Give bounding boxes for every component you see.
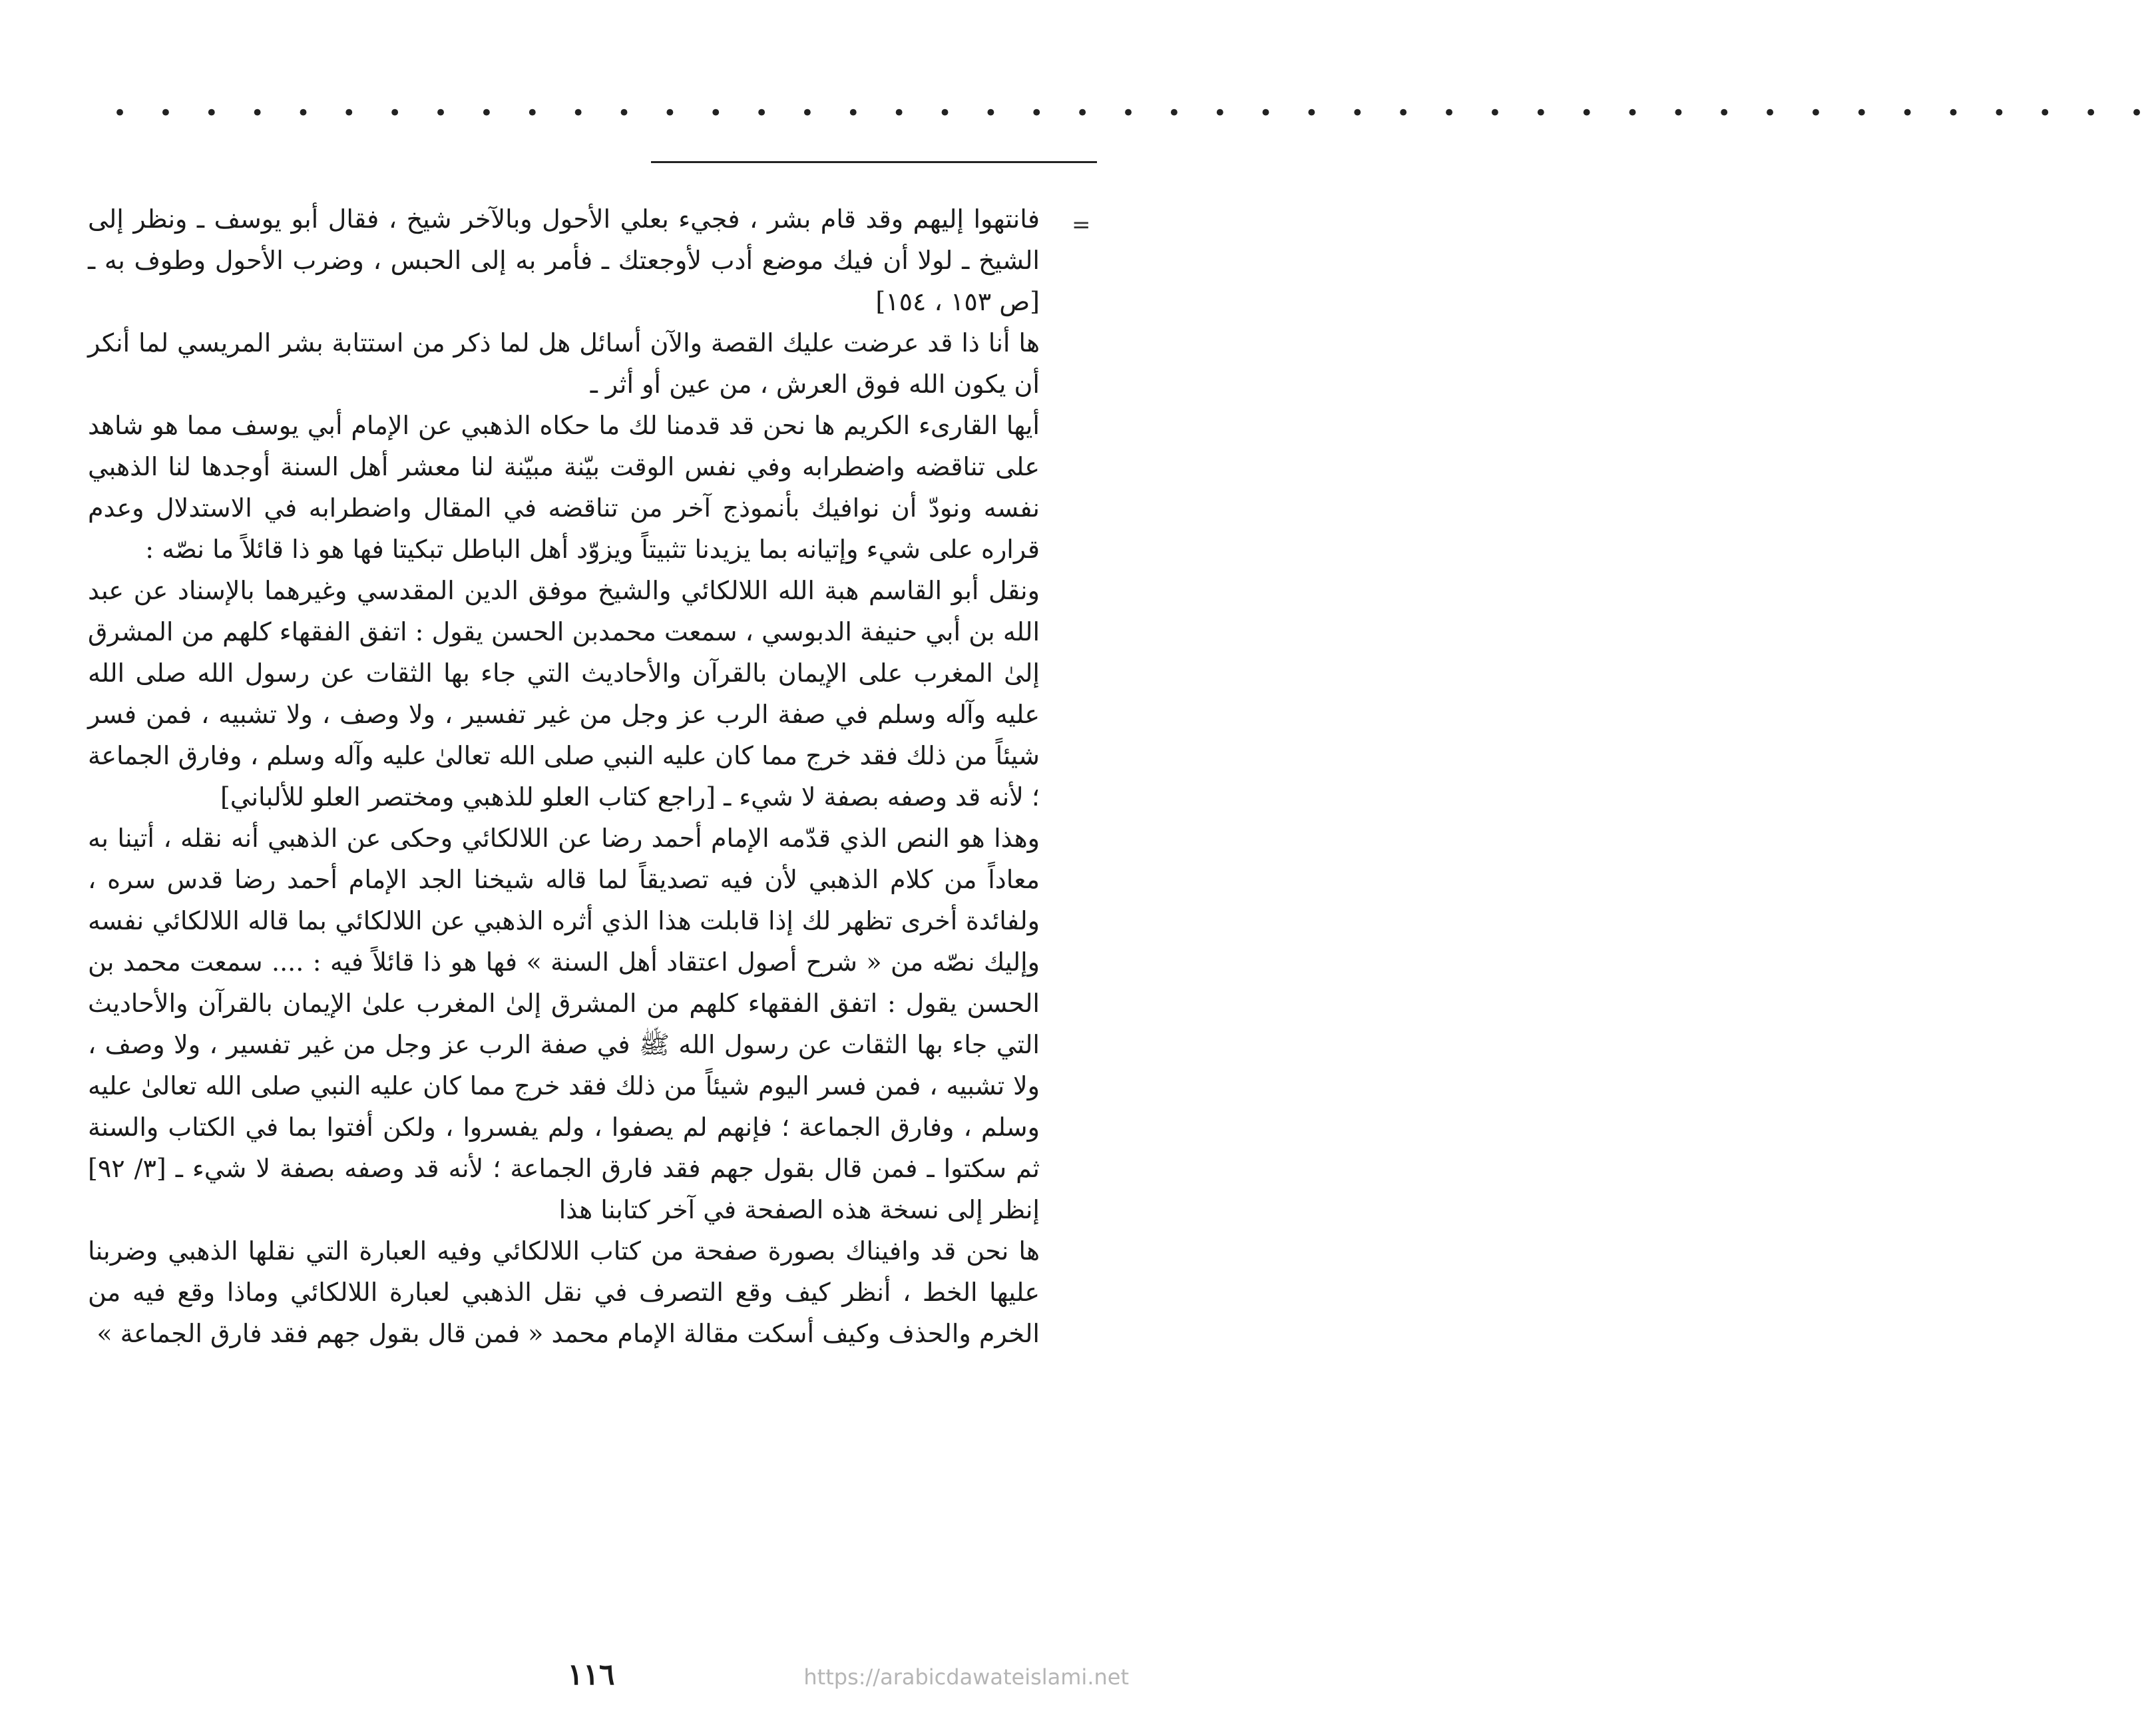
paragraph-1: فانتهوا إليهم وقد قام بشر ، فجيء بعلي الأحول وبالآخر شيخ ، فقال أبو يوسف ـ ونظر إلى الشيخ ـ لولا أن فيك موضع أدب لأوجعتك ـ فأمر به إلى الحبس ، وضرب الأحول وطوف به ـ [ص ١٥٣ ، ١٥٤] <box>88 204 1040 316</box>
paragraph-3: أيها القارىء الكريم ها نحن قد قدمنا لك ما حكاه الذهبي عن الإمام أبي يوسف مما هو شاهد على تناقضه واضطرابه وفي نفس الوقت بيّنة مبيّنة لنا معشر أهل السنة أوجدها لنا الذهبي نفسه ونودّ أن نوافيك بأنموذج آخر من تناقضه في المقال واضطرابه في الاستدلال وعدم قراره على شيء وإتيانه بما يزيدنا تثبيتاً ويزوّد أهل الباطل تبكيتا فها هو ذا قائلاً ما نصّه : <box>88 411 1040 564</box>
paragraph-4: ونقل أبو القاسم هبة الله اللالكائي والشيخ موفق الدين المقدسي وغيرهما بالإسناد عن عبد الله بن أبي حنيفة الدبوسي ، سمعت محمدبن الحسن يقول : اتفق الفقهاء كلهم من المشرق إلىٰ المغرب على الإيمان بالقرآن والأحاديث التي جاء بها الثقات عن رسول الله صلى الله عليه وآله وسلم في صفة الرب عز وجل من غير تفسير ، ولا وصف ، ولا تشبيه ، فمن فسر شيئاً من ذلك فقد خرج مما كان عليه النبي صلى الله تعالىٰ عليه وآله وسلم ، وفارق الجماعة ؛ لأنه قد وصفه بصفة لا شيء ـ [راجع كتاب العلو للذهبي ومختصر العلو للألباني] <box>88 576 1040 812</box>
header-dotted-line: • • • • • • • • • • • • • • • • • • • • • • • • • • • • • • • • • • • • • • • • • • • • • <box>113 100 2156 126</box>
paragraph-2: ها أنا ذا قد عرضت عليك القصة والآن أسائل هل لما ذكر من استتابة بشر المريسي لما أنكر أن يكون الله فوق العرش ، من عين أو أثر ـ <box>88 328 1040 399</box>
watermark-url: https://arabicdawateislami.net <box>803 1664 1129 1690</box>
continuation-mark: = <box>1072 212 1091 238</box>
paragraph-5: وهذا هو النص الذي قدّمه الإمام أحمد رضا عن اللالكائي وحكى عن الذهبي أنه نقله ، أتينا به معاداً من كلام الذهبي لأن فيه تصديقاً لما قاله شيخنا الجد الإمام أحمد رضا قدس سره ، ولفائدة أخرى تظهر لك إذا قابلت هذا الذي أثره الذهبي عن اللالكائي بما قاله اللالكائي نفسه وإليك نصّه من « شرح أصول اعتقاد أهل السنة » فها هو ذا قائلاً فيه : .... سمعت محمد بن الحسن يقول : اتفق الفقهاء كلهم من المشرق إلىٰ المغرب علىٰ الإيمان بالقرآن والأحاديث التي جاء بها الثقات عن رسول الله ﷺ في صفة الرب عز وجل من غير تفسير ، ولا وصف ، ولا تشبيه ، فمن فسر اليوم شيئاً من ذلك فقد خرج مما كان عليه النبي صلى الله تعالىٰ عليه وسلم ، وفارق الجماعة ؛ فإنهم لم يصفوا ، ولم يفسروا ، ولكن أفتوا بما في الكتاب والسنة ثم سكتوا ـ فمن قال بقول جهم فقد فارق الجماعة ؛ لأنه قد وصفه بصفة لا شيء ـ [٣/ ٩٢] إنظر إلى نسخة هذه الصفحة في آخر كتابنا هذا <box>88 824 1040 1224</box>
header-rule <box>651 161 1097 163</box>
page-number: ١١٦ <box>567 1658 615 1692</box>
paragraph-6: ها نحن قد وافيناك بصورة صفحة من كتاب اللالكائي وفيه العبارة التي نقلها الذهبي وضربنا عليها الخط ، أنظر كيف وقع التصرف في نقل الذهبي لعبارة اللالكائي وماذا وقع فيه من الخرم والحذف وكيف أسكت مقالة الإمام محمد « فمن قال بقول جهم فقد فارق الجماعة » <box>88 1236 1040 1348</box>
page-body <box>88 198 1040 1354</box>
